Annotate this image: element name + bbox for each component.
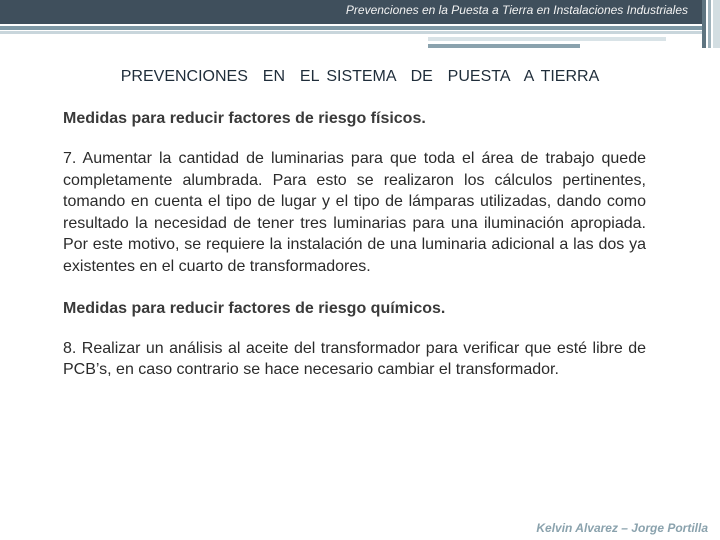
decorative-accent-line bbox=[428, 37, 666, 41]
header-bar bbox=[0, 0, 702, 24]
footer-authors: Kelvin Alvarez – Jorge Portilla bbox=[536, 521, 708, 535]
section-heading-chemical: Medidas para reducir factores de riesgo químicos. bbox=[63, 299, 446, 317]
header-rule bbox=[0, 26, 702, 30]
slide-title: PREVENCIONES EN EL SISTEMA DE PUESTA A TIERRA bbox=[120, 68, 600, 85]
paragraph-transformer-oil: 8. Realizar un análisis al aceite del transformador para verificar que esté libre de PCB’s, en caso contrario se hace necesario cambiar el transformador. bbox=[63, 339, 646, 379]
paragraph-lighting: 7. Aumentar la cantidad de luminarias para que toda el área de trabajo quede completamente alumbrada. Para esto se realizaron los cálculos pertinentes, tomando en cuenta el tipo de lugar y el tipo de lámparas utilizadas, dando como resultado la necesidad de tener tres luminarias para una iluminación apropiada. Por este motivo, se requiere la instalación de una luminaria adicional a las dos ya existentes en el cuarto de transformadores. bbox=[63, 150, 646, 275]
header-title: Prevenciones en la Puesta a Tierra en Instalaciones Industriales bbox=[345, 3, 688, 17]
header-rule-light bbox=[0, 31, 702, 34]
decorative-edge-stripe bbox=[702, 0, 706, 48]
section-heading-physical: Medidas para reducir factores de riesgo físicos. bbox=[63, 110, 426, 127]
decorative-edge-stripe bbox=[708, 0, 711, 48]
decorative-accent-line-dark bbox=[428, 44, 580, 48]
decorative-edge-stripe bbox=[713, 0, 720, 48]
slide-body bbox=[63, 110, 646, 381]
